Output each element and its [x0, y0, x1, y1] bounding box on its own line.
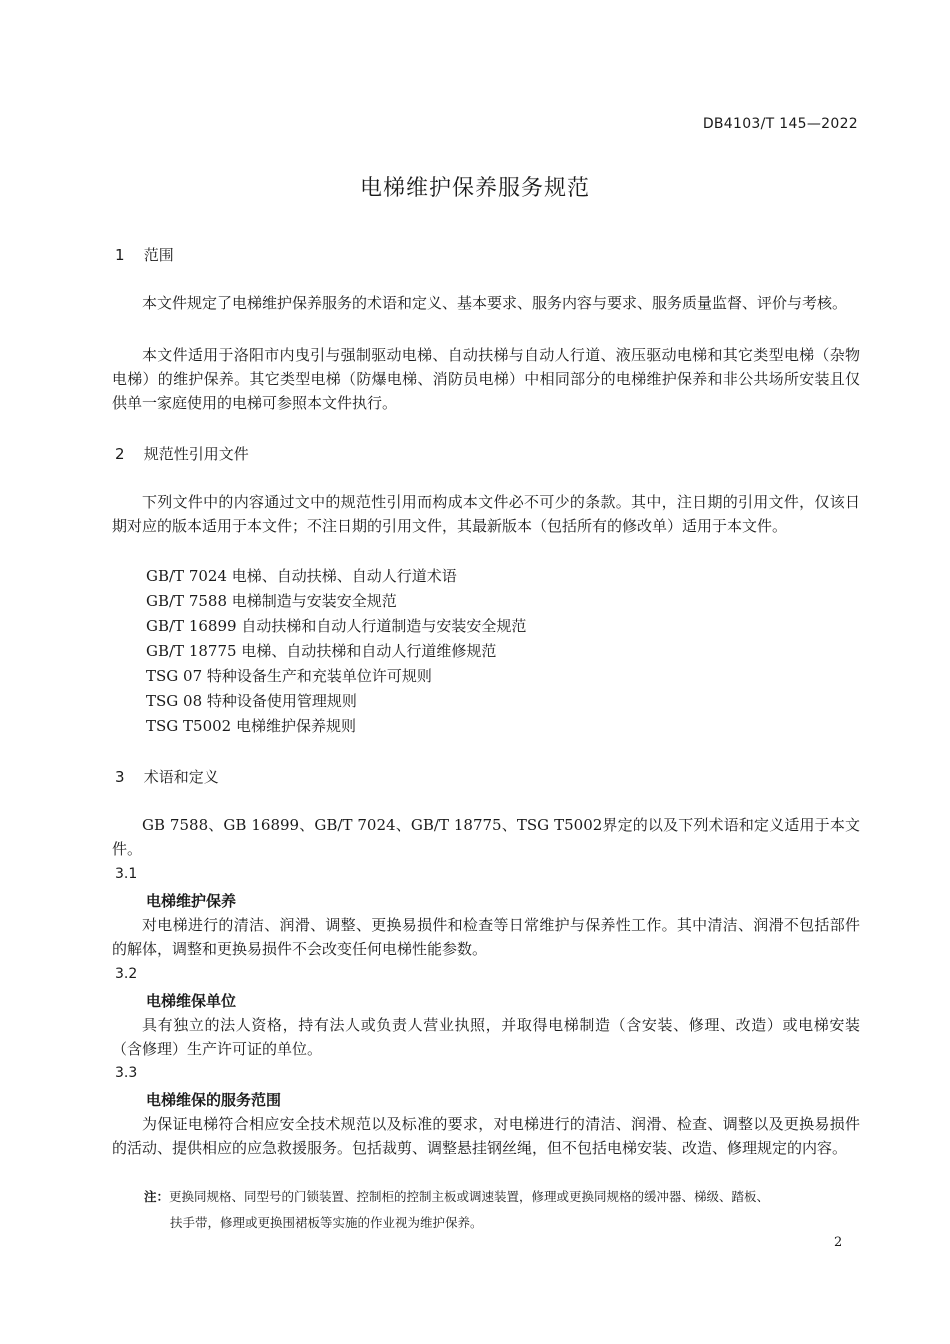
scope-paragraph-2: 本文件适用于洛阳市内曳引与强制驱动电梯、自动扶梯与自动人行道、液压驱动电梯和其它类型电梯（杂物电梯）的维护保养。其它类型电梯（防爆电梯、消防员电梯）中相同部分的电梯维护保养和非公共场所安装且仅供单一家庭使用的电梯可参照本文件执行。 — [112, 346, 860, 412]
section-number: 1 — [115, 246, 125, 264]
section-title: 范围 — [143, 246, 174, 264]
term-name: 电梯维护保养 — [146, 892, 237, 910]
section-2-heading — [115, 443, 249, 464]
note — [144, 1184, 866, 1236]
document-title: 电梯维护保养服务规范 — [359, 175, 590, 201]
references-intro: 下列文件中的内容通过文中的规范性引用而构成本文件必不可少的条款。其中，注日期的引用文件，仅该日期对应的版本适用于本文件；不注日期的引用文件，其最新版本（包括所有的修改单）适用于本文件。 — [112, 493, 860, 535]
section-number: 2 — [115, 445, 125, 463]
term-definition: 为保证电梯符合相应安全技术规范以及标准的要求，对电梯进行的清洁、润滑、检查、调整以及更换易损件的活动、提供相应的应急救援服务。包括裁剪、调整悬挂钢丝绳，但不包括电梯安装、改造、修理规定的内容。 — [112, 1115, 860, 1157]
clause-number: 3.1 — [115, 866, 138, 882]
term-definition: 对电梯进行的清洁、润滑、调整、更换易损件和检查等日常维护与保养性工作。其中清洁、润滑不包括部件的解体，调整和更换易损件不会改变任何电梯性能参数。 — [112, 916, 860, 958]
section-3-heading — [115, 766, 219, 787]
section-1-heading — [115, 244, 174, 265]
reference-item: GB/T 16899 自动扶梯和自动人行道制造与安装安全规范 — [146, 617, 527, 635]
reference-item: TSG 08 特种设备使用管理规则 — [146, 692, 357, 710]
reference-item: GB/T 7588 电梯制造与安装安全规范 — [146, 592, 397, 610]
terms-intro: GB 7588、GB 16899、GB/T 7024、GB/T 18775、TSG T5002界定的以及下列术语和定义适用于本文件。 — [112, 816, 860, 858]
section-title: 规范性引用文件 — [143, 445, 249, 463]
clause-number: 3.3 — [115, 1065, 138, 1081]
reference-item: GB/T 18775 电梯、自动扶梯和自动人行道维修规范 — [146, 642, 497, 660]
clause-number: 3.2 — [115, 966, 138, 982]
reference-item: GB/T 7024 电梯、自动扶梯、自动人行道术语 — [146, 567, 457, 585]
section-title: 术语和定义 — [143, 768, 219, 786]
term-definition: 具有独立的法人资格，持有法人或负责人营业执照，并取得电梯制造（含安装、修理、改造）或电梯安装（含修理）生产许可证的单位。 — [112, 1016, 860, 1058]
reference-item: TSG 07 特种设备生产和充装单位许可规则 — [146, 667, 432, 685]
document-code: DB4103/T 145—2022 — [702, 116, 858, 132]
scope-paragraph-1: 本文件规定了电梯维护保养服务的术语和定义、基本要求、服务内容与要求、服务质量监督、评价与考核。 — [142, 294, 848, 312]
reference-item: TSG T5002 电梯维护保养规则 — [146, 717, 356, 735]
note-text: 更换同规格、同型号的门锁装置、控制柜的控制主板或调速装置，修理或更换同规格的缓冲器、梯级、踏板、 — [169, 1189, 770, 1204]
note-label: 注： — [144, 1189, 170, 1204]
page-number: 2 — [834, 1235, 843, 1250]
term-name: 电梯维保的服务范围 — [146, 1091, 282, 1109]
section-number: 3 — [115, 768, 125, 786]
note-text-continued: 扶手带，修理或更换围裙板等实施的作业视为维护保养。 — [170, 1215, 483, 1230]
term-name: 电梯维保单位 — [146, 992, 237, 1010]
